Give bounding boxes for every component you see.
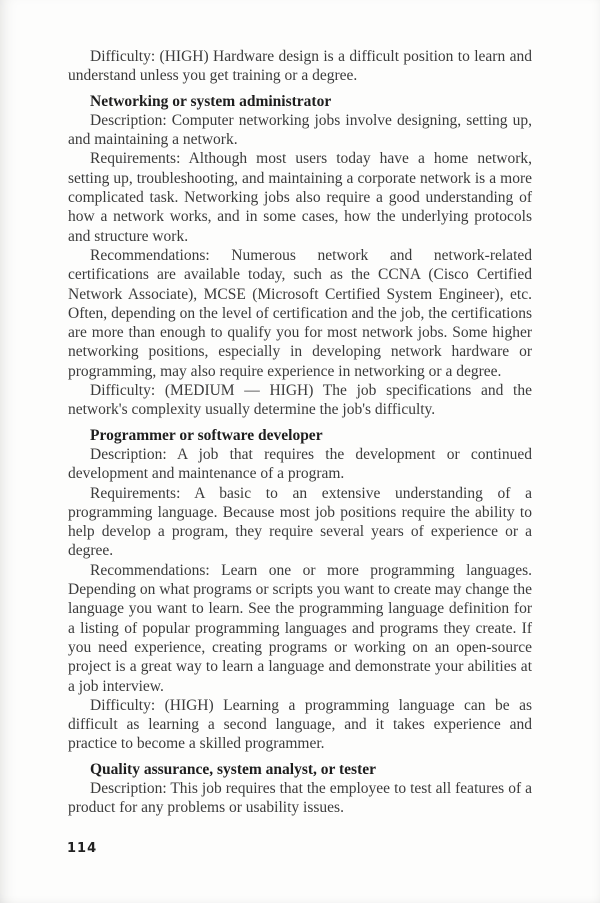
body-paragraph: Difficulty: (MEDIUM — HIGH) The job specifications and the network's complexity usually determine the job's difficulty.: [68, 382, 532, 419]
body-paragraph: Recommendations: Learn one or more programming languages. Depending on what programs or scripts you want to create may change the language you want to learn. See the programming language definition for a listing of popular programming languages and programs they create. If you need experience, creating programs or working on an open-source project is a great way to learn a language and demonstrate your abilities at a job interview.: [68, 561, 532, 695]
body-paragraph: Difficulty: (HIGH) Hardware design is a difficult position to learn and understand unless you get training or a degree.: [68, 48, 532, 85]
body-paragraph: Difficulty: (HIGH) Learning a programming language can be as difficult as learning a second language, and it takes experience and practice to become a skilled programmer.: [68, 696, 532, 753]
body-paragraph: Description: A job that requires the development or continued development and maintenance of a program.: [68, 445, 532, 483]
page-content: [68, 47, 532, 818]
page-number: 114: [67, 841, 98, 856]
section-heading: Quality assurance, system analyst, or tester: [90, 760, 377, 778]
section-heading: Networking or system administrator: [90, 92, 332, 110]
body-paragraph: Description: Computer networking jobs involve designing, setting up, and maintaining a network.: [68, 111, 532, 149]
body-paragraph: Description: This job requires that the employee to test all features of a product for any problems or usability issues.: [68, 779, 532, 817]
body-paragraph: Recommendations: Numerous network and network-related certifications are available today, such as the CCNA (Cisco Certified Network Associate), MCSE (Microsoft Certified System Engineer), etc. Often, depending on the level of certification and the job, the certifications are more than enough to qualify you for most network jobs. Some higher networking positions, especially in developing network hardware or programming, may also require experience in networking or a degree.: [68, 246, 532, 380]
section-heading: Programmer or software developer: [90, 426, 323, 444]
body-paragraph: Requirements: Although most users today have a home network, setting up, troubleshooting, and maintaining a corporate network is a more complicated task. Networking jobs also require a good understanding of how a network works, and in some cases, how the underlying protocols and structure work.: [68, 150, 532, 245]
body-paragraph: Requirements: A basic to an extensive understanding of a programming language. Because most job positions require the ability to help develop a program, they require several years of experience or a degree.: [68, 484, 532, 560]
